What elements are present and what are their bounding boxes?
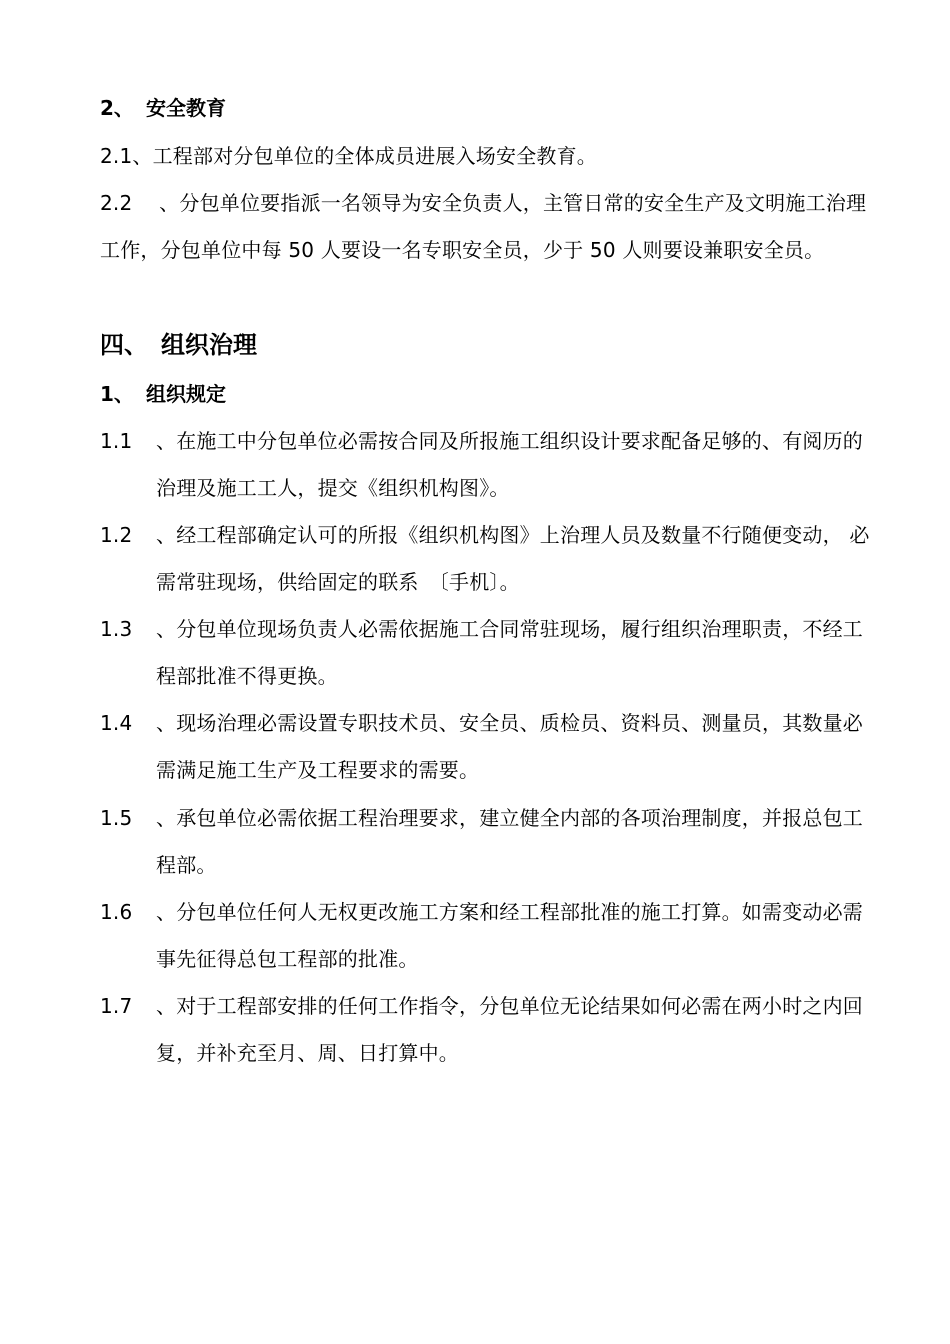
item-number: 1.6 bbox=[100, 900, 133, 924]
section-heading-organization bbox=[100, 328, 875, 362]
list-item bbox=[100, 983, 875, 1077]
item-number: 1.2 bbox=[100, 523, 133, 547]
item-text: 、经工程部确定认可的所报《组织机构图》上治理人员及数量不行随便变动， 必需常驻现场，供给固定的联系 〔手机〕。 bbox=[156, 523, 870, 594]
list-item bbox=[100, 418, 875, 512]
item-number: 1.5 bbox=[100, 806, 133, 830]
heading-title: 组织治理 bbox=[161, 331, 257, 359]
heading-title: 安全教育 bbox=[146, 96, 226, 120]
heading-number: 四、 bbox=[100, 331, 148, 359]
section-heading-organization-rules bbox=[100, 379, 875, 409]
item-text: 、承包单位必需依据工程治理要求，建立健全内部的各项治理制度，并报总包工程部。 bbox=[156, 806, 863, 877]
item-text: 、现场治理必需设置专职技术员、安全员、质检员、资料员、测量员，其数量必需满足施工生产及工程要求的需要。 bbox=[156, 711, 863, 782]
list-item bbox=[100, 889, 875, 983]
heading-number: 1、 bbox=[100, 382, 134, 406]
heading-number: 2、 bbox=[100, 96, 134, 120]
item-text: 、分包单位任何人无权更改施工方案和经工程部批准的施工打算。如需变动必需事先征得总包工程部的批准。 bbox=[156, 900, 863, 971]
paragraph-2-2: 2.2 、分包单位要指派一名领导为安全负责人，主管日常的安全生产及文明施工治理工作，分包单位中每 50 人要设一名专职安全员，少于 50 人则要设兼职安全员。 bbox=[100, 191, 867, 262]
item-number: 1.1 bbox=[100, 429, 133, 453]
list-item bbox=[100, 606, 875, 700]
list-item bbox=[100, 512, 875, 606]
item-number: 1.4 bbox=[100, 711, 133, 735]
paragraph-2-1: 2.1、工程部对分包单位的全体成员进展入场安全教育。 bbox=[100, 144, 598, 168]
item-text: 、分包单位现场负责人必需依据施工合同常驻现场，履行组织治理职责，不经工程部批准不得更换。 bbox=[156, 617, 863, 688]
list-item bbox=[100, 700, 875, 794]
item-number: 1.3 bbox=[100, 617, 133, 641]
list-item bbox=[100, 795, 875, 889]
item-text: 、对于工程部安排的任何工作指令，分包单位无论结果如何必需在两小时之内回复，并补充至月、周、日打算中。 bbox=[156, 994, 863, 1065]
section-heading-safety-education bbox=[100, 93, 875, 123]
heading-title: 组织规定 bbox=[146, 382, 226, 406]
item-number: 1.7 bbox=[100, 994, 133, 1018]
item-text: 、在施工中分包单位必需按合同及所报施工组织设计要求配备足够的、有阅历的治理及施工工人，提交《组织机构图》。 bbox=[156, 429, 863, 500]
